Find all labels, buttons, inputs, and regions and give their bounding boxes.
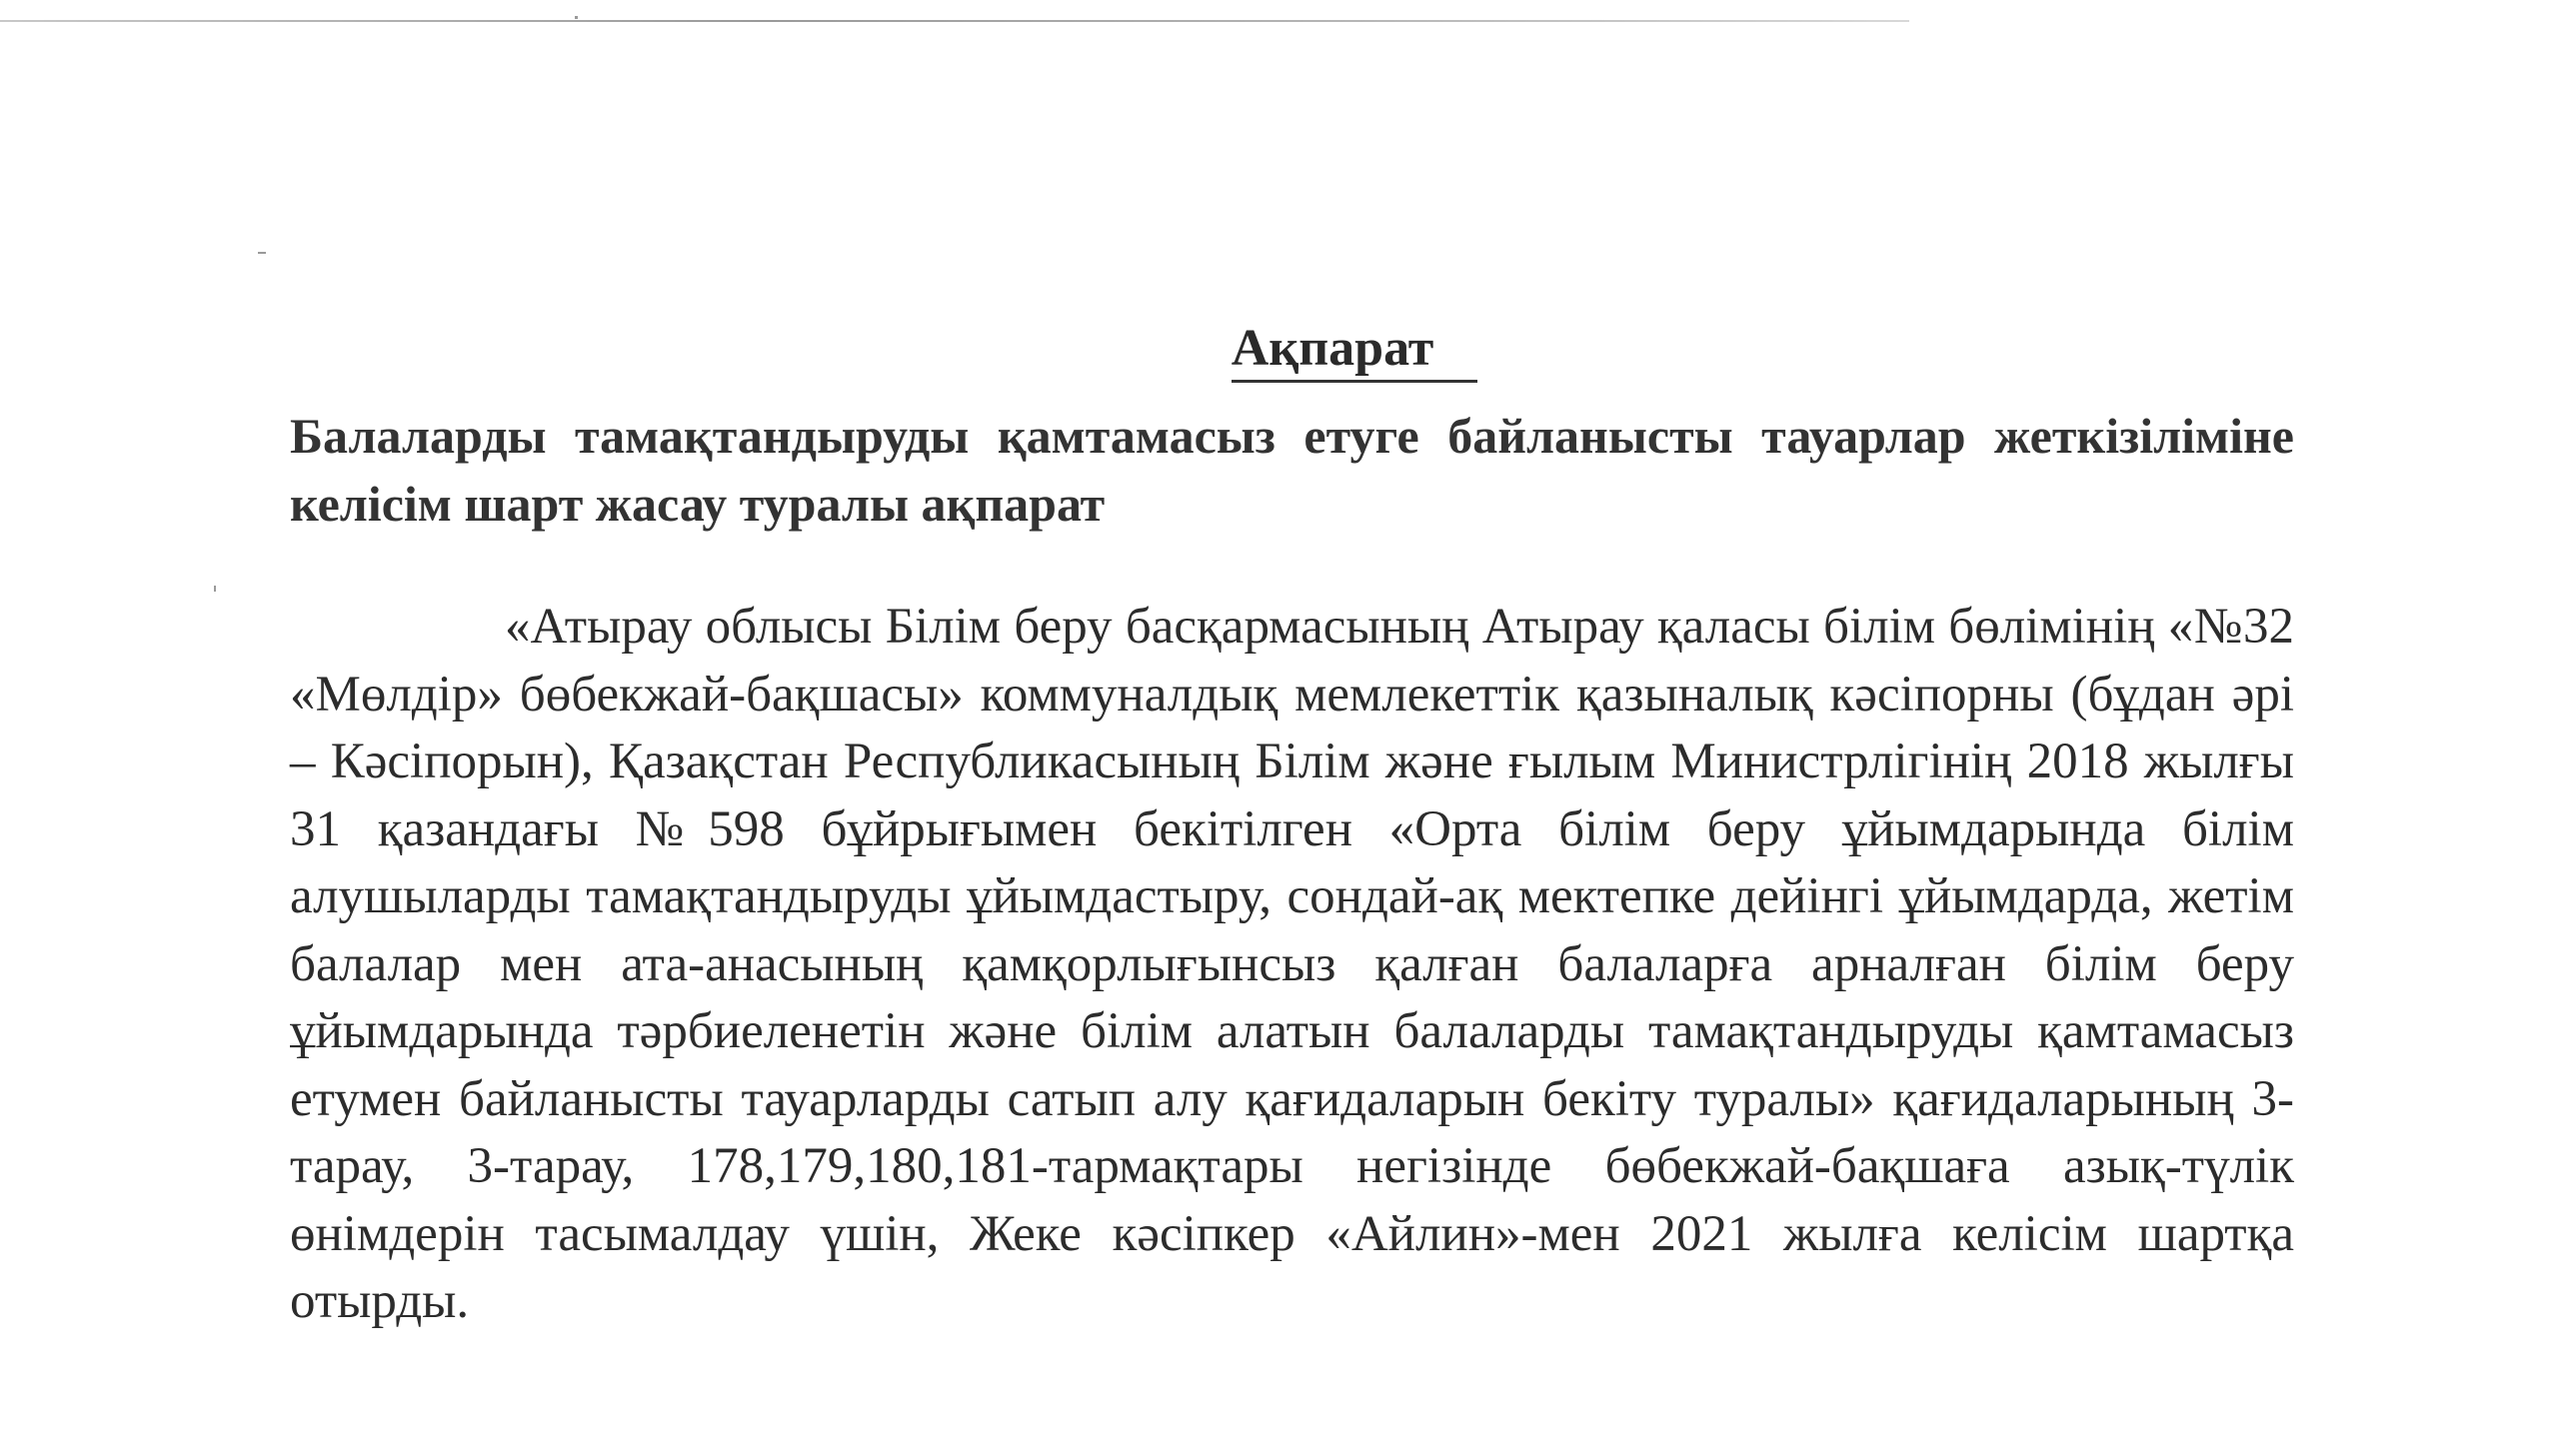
document-body-paragraph: «Атырау облысы Білім беру басқармасының Атырау қаласы білім бөлімінің «№32 «Мөлдір» бөбекжай-бақшасы» коммуналдық мемлекеттік қазыналық кәсіпорны (бұдан әрі – Кәсіпорын), Қазақстан Республикасының Білім және ғылым Министрлігінің 2018 жылғы 31 қазандағы №598 бұйрығымен бекітілген «Орта білім беру ұйымдарында білім алушыларды тамақтандыруды ұйымдастыру, сондай-ақ мектепке дейінгі ұйымдарда, жетім балалар мен ата-анасының қамқорлығынсыз қалған балаларға арналған білім беру ұйымдарында тәрбиеленетін және білім алатын балаларды тамақтандыруды қамтамасыз етумен байланысты тауарларды сатып алу қағидаларын бекіту туралы» қағидаларының 3-тарау, 3-тарау, 178,179,180,181-тармақтары негізінде бөбекжай-бақшаға азық-түлік өнімдерін тасымалдау үшін, Жеке кәсіпкер «Айлин»-мен 2021 жылға келісім шартқа отырды. [290,599,2294,1329]
document-title [0,318,2549,383]
scan-speck [214,586,216,592]
scan-speck [258,252,266,254]
scan-speck [575,16,578,19]
document-subtitle: Балаларды тамақтандыруды қамтамасыз етуге байланысты тауарлар жеткізіліміне келісім шарт жасау туралы ақпарат [290,408,2294,532]
scan-edge-line [0,20,1909,22]
document-title-text: Ақпарат [1232,318,1478,383]
